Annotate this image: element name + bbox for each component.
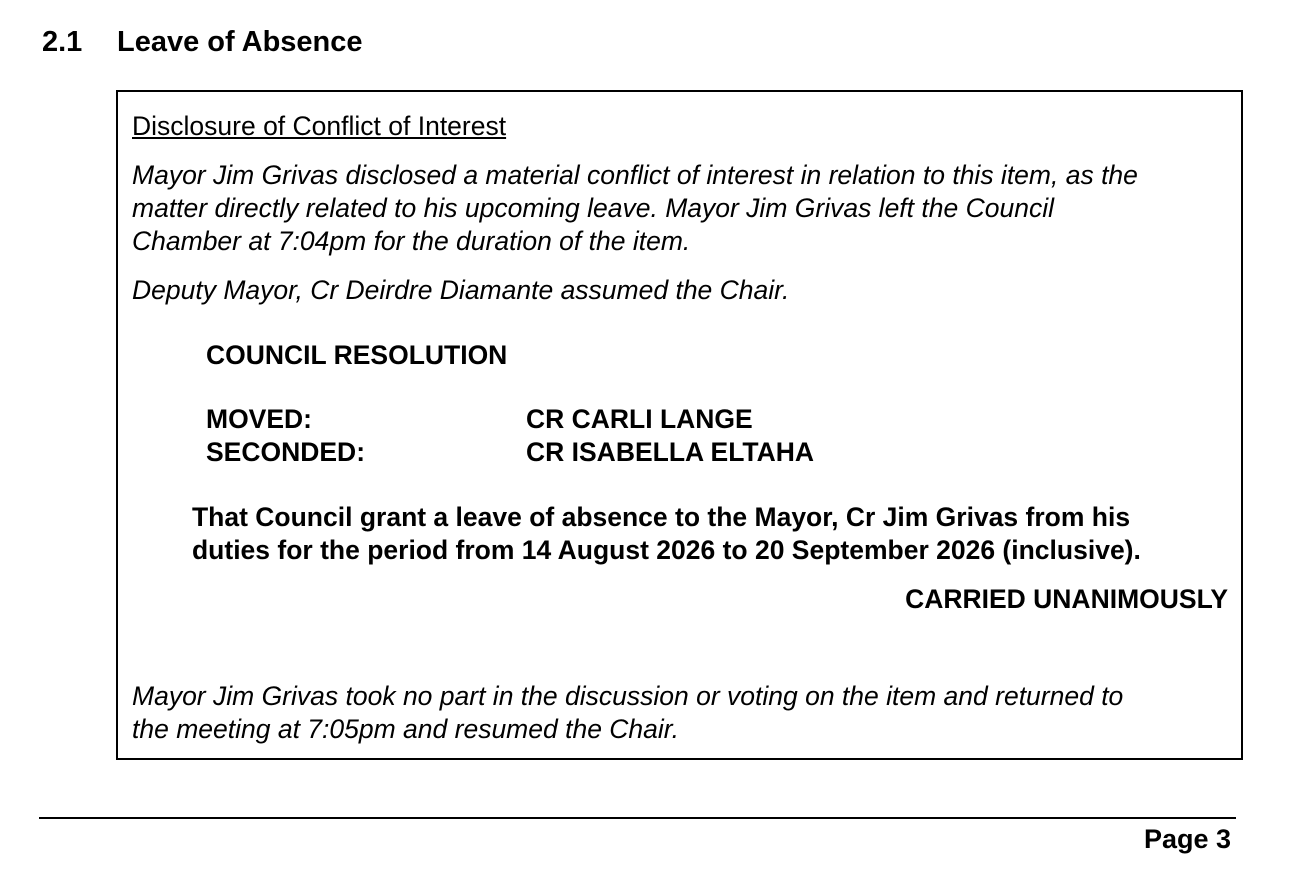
moved-row: [206, 403, 753, 436]
moved-by: CR CARLI LANGE: [526, 404, 753, 434]
resolution-line-1: That Council grant a leave of absence to the Mayor, Cr Jim Grivas from his: [192, 502, 1131, 532]
section-number: 2.1: [42, 26, 83, 58]
disclosure-line-1: Mayor Jim Grivas disclosed a material conflict of interest in relation to this item, as the: [132, 160, 1138, 190]
resolution-heading: COUNCIL RESOLUTION: [206, 340, 508, 370]
resolution-line-2: duties for the period from 14 August 2026 to 20 September 2026 (inclusive).: [192, 535, 1141, 565]
footer-divider: [39, 817, 1236, 819]
section-title: Leave of Absence: [117, 26, 363, 58]
page-number: Page 3: [1143, 824, 1231, 854]
disclosure-line-2: matter directly related to his upcoming leave. Mayor Jim Grivas left the Council: [132, 193, 1054, 223]
disclosure-heading: Disclosure of Conflict of Interest: [132, 111, 507, 141]
seconded-by: CR ISABELLA ELTAHA: [526, 437, 815, 467]
moved-label: MOVED:: [206, 404, 312, 434]
return-line-2: the meeting at 7:05pm and resumed the Chair.: [132, 714, 680, 744]
disclosure-line-3: Chamber at 7:04pm for the duration of the item.: [132, 226, 691, 256]
seconded-row: [206, 436, 814, 469]
minute-box: [116, 90, 1243, 760]
chair-note: Deputy Mayor, Cr Deirdre Diamante assumed the Chair.: [132, 275, 790, 305]
seconded-label: SECONDED:: [206, 437, 366, 467]
return-line-1: Mayor Jim Grivas took no part in the discussion or voting on the item and returned to: [132, 681, 1124, 711]
outcome-label: CARRIED UNANIMOUSLY: [905, 584, 1228, 614]
section-heading: [42, 24, 363, 60]
